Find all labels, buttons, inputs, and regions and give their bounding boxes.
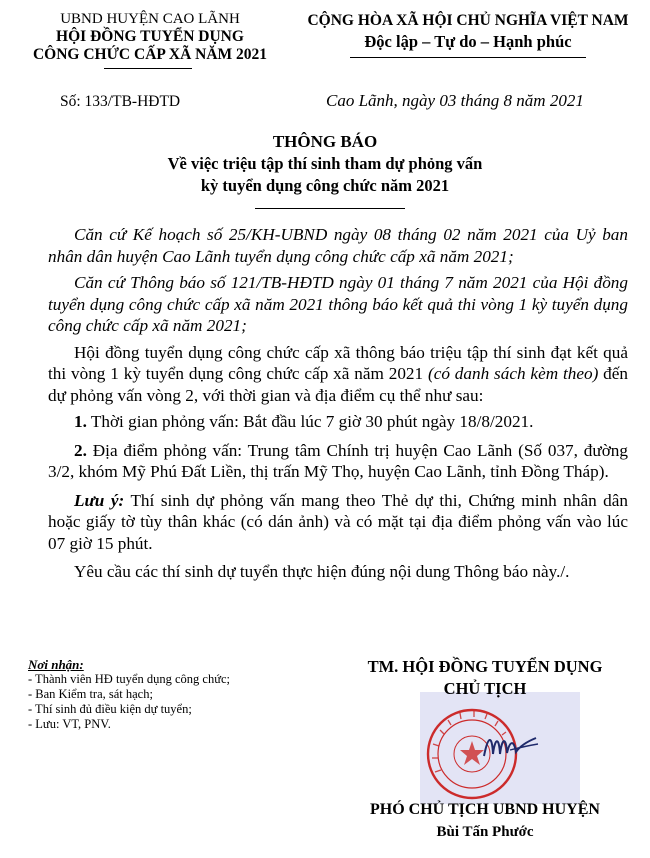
recipient-item: - Thành viên HĐ tuyển dụng công chức; [28, 672, 230, 686]
title-line-3: kỳ tuyển dụng công chức năm 2021 [200, 176, 450, 195]
document-number: Số: 133/TB-HĐTD [60, 93, 181, 110]
agency-line-1: UBND HUYỆN CAO LÃNH [60, 11, 240, 27]
document-body [48, 224, 628, 588]
basis-paragraph-2: Căn cứ Thông báo số 121/TB-HĐTD ngày 01 tháng 7 năm 2021 của Hội đồng tuyển dụng công chức cấp xã năm 2021 thông báo kết quả thi vòng 1 kỳ tuyển dụng công chức cấp xã năm 2021; [48, 273, 628, 335]
country-name: CỘNG HÒA XÃ HỘI CHỦ NGHĨA VIỆT NAM [307, 12, 629, 29]
interview-location-item: 2. Địa điểm phỏng vấn: Trung tâm Chính trị huyện Cao Lãnh (Số 037, đường 3/2, khóm Mỹ Phú Đất Liền, thị trấn Mỹ Thọ, huyện Cao Lãnh, tỉnh Đồng Tháp). [48, 440, 628, 481]
place-date: Cao Lãnh, ngày 03 tháng 8 năm 2021 [326, 91, 584, 110]
signature-mark [480, 726, 540, 771]
note-label: Lưu ý: [74, 490, 125, 510]
agency-line-2: HỘI ĐỒNG TUYỂN DỤNG [56, 28, 244, 45]
title-underline [255, 208, 405, 209]
motto: Độc lập – Tự do – Hạnh phúc [364, 32, 572, 51]
note-paragraph: Lưu ý: Thí sinh dự phỏng vấn mang theo Thẻ dự thi, Chứng minh nhân dân hoặc giấy tờ tùy thân khác (có dán ảnh) và có mặt tại địa điểm phỏng vấn vào lúc 07 giờ 15 phút. [48, 490, 628, 553]
recipients-heading: Nơi nhận: [28, 657, 84, 672]
national-motto [286, 10, 650, 52]
announcement-paragraph: Hội đồng tuyển dụng công chức cấp xã thông báo triệu tập thí sinh đạt kết quả thi vòng 1 kỳ tuyển dụng công chức cấp xã năm 2021 (có danh sách kèm theo) đến dự phỏng vấn vòng 2, với thời gian và địa điểm cụ thể như sau: [48, 342, 628, 405]
signatory-name: Bùi Tấn Phước [436, 824, 534, 840]
title-line-1: THÔNG BÁO [272, 132, 378, 151]
signature-header [330, 656, 640, 700]
basis-paragraph-1: Căn cứ Kế hoạch số 25/KH-UBND ngày 08 tháng 02 năm 2021 của Uỷ ban nhân dân huyện Cao Lãnh tuyển dụng công chức cấp xã năm 2021; [48, 225, 628, 266]
title-line-2: Về việc triệu tập thí sinh tham dự phỏng vấn [167, 154, 483, 173]
interview-time-item: 1. Thời gian phỏng vấn: Bắt đầu lúc 7 giờ 30 phút ngày 18/8/2021. [74, 412, 534, 431]
attachment-note: (có danh sách kèm theo) [427, 364, 599, 383]
issuing-agency [0, 10, 300, 64]
recipients-list [28, 657, 328, 732]
signatory [330, 799, 640, 843]
handwritten-signature-icon [480, 726, 540, 766]
recipient-item: - Thí sinh đủ điều kiện dự tuyển; [28, 702, 192, 716]
recipient-item: - Ban Kiểm tra, sát hạch; [28, 687, 153, 701]
signature-role: CHỦ TỊCH [443, 679, 527, 698]
recipient-item: - Lưu: VT, PNV. [28, 717, 111, 731]
closing-paragraph: Yêu cầu các thí sinh dự tuyển thực hiện đúng nội dung Thông báo này./. [74, 562, 570, 581]
motto-underline [350, 57, 586, 58]
signatory-position: PHÓ CHỦ TỊCH UBND HUYỆN [370, 801, 600, 818]
agency-line-3: CÔNG CHỨC CẤP XÃ NĂM 2021 [32, 46, 268, 63]
signature-authority: TM. HỘI ĐỒNG TUYỂN DỤNG [367, 657, 603, 676]
document-title [0, 131, 650, 197]
agency-underline [104, 68, 192, 69]
